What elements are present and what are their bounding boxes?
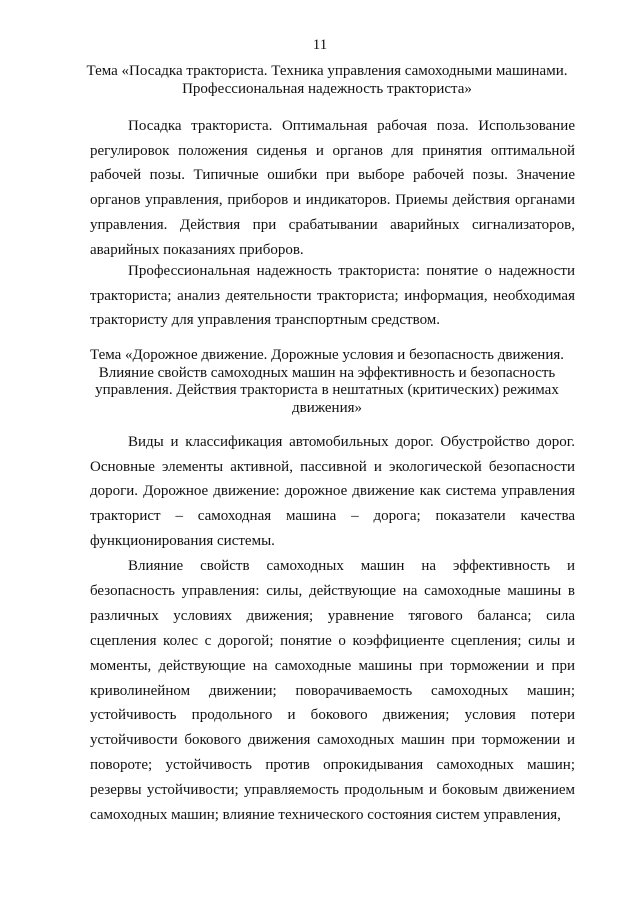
- paragraph-reliability: Профессиональная надежность тракториста: понятие о надежности тракториста; анализ деятельности тракториста; информация, необходимая трактористу для управления транспортным средством.: [90, 263, 575, 329]
- page-number: 11: [312, 37, 328, 53]
- section-heading-1: Тема «Посадка тракториста. Техника управления самоходными машинами. Профессиональная надежность тракториста»: [86, 63, 568, 97]
- paragraph-roads: Виды и классификация автомобильных дорог. Обустройство дорог. Основные элементы активной, пассивной и экологической безопасности дороги. Дорожное движение: дорожное движение как система управления тракторист – самоходная машина – дорога; показатели качества функционирования системы.: [90, 434, 575, 549]
- paragraph-seating: Посадка тракториста. Оптимальная рабочая поза. Использование регулировок положения сиденья и органов для принятия оптимальной рабочей позы. Типичные ошибки при выборе рабочей позы. Значение органов управления, приборов и индикаторов. Приемы действия органами управления. Действия при срабатывании аварийных сигнализаторов, аварийных показаниях приборов.: [90, 118, 575, 258]
- section-heading-2: Тема «Дорожное движение. Дорожные условия и безопасность движения. Влияние свойств самоходных машин на эффективность и безопасность управления. Действия тракториста в нештатных (критических) режимах движения»: [89, 347, 564, 416]
- paragraph-vehicle-properties: Влияние свойств самоходных машин на эффективность и безопасность управления: силы, действующие на самоходные машины в различных условиях движения; уравнение тягового баланса; сила сцепления колес с дорогой; понятие о коэффициенте сцепления; силы и моменты, действующие на самоходные машины при торможении и при криволинейном движении; поворачиваемость самоходных машин; устойчивость продольного и бокового движения; условия потери устойчивости бокового движения самоходных машин при торможении и повороте; устойчивость против опрокидывания самоходных машин; резервы устойчивости; управляемость продольным и боковым движением самоходных машин; влияние технического состояния систем управления,: [90, 558, 575, 824]
